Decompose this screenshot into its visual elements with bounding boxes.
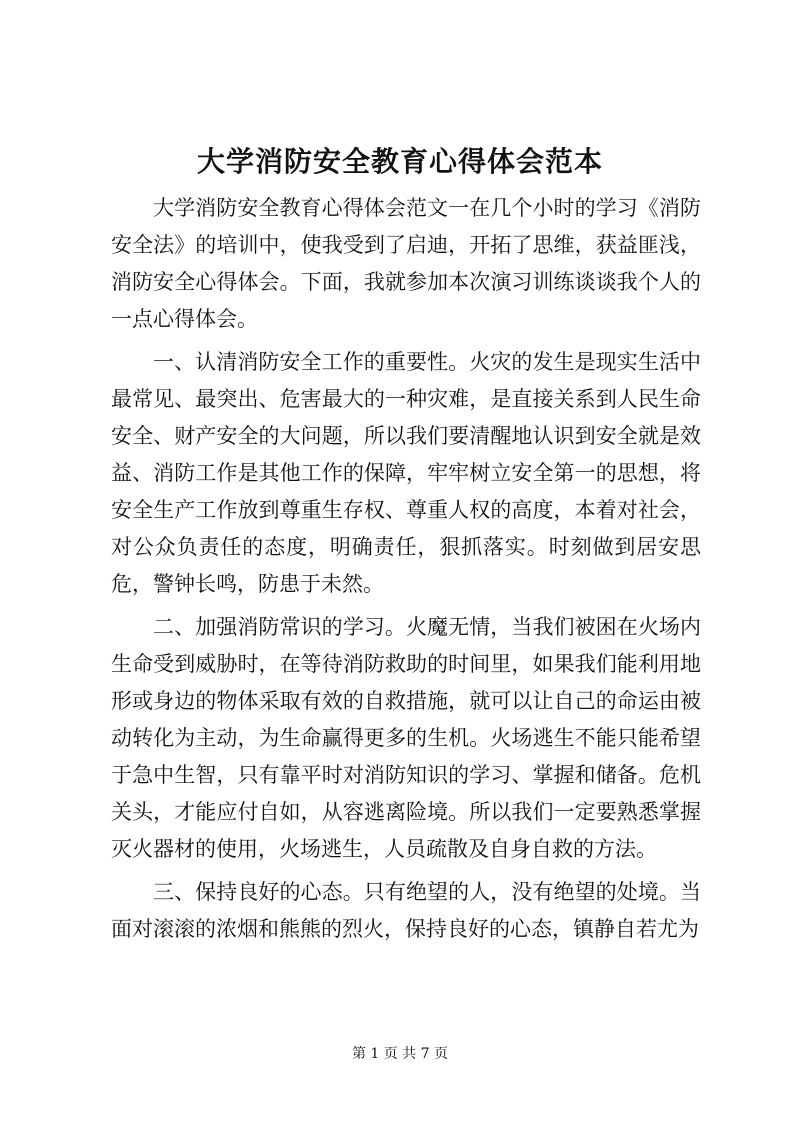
document-body <box>111 190 701 954</box>
paragraph-section-3: 三、保持良好的心态。只有绝望的人，没有绝望的处境。当面对滚滚的浓烟和熊熊的烈火，保持良好的心态，镇静自若尤为 <box>111 880 701 941</box>
paragraph-intro: 大学消防安全教育心得体会范文一在几个小时的学习《消防安全法》的培训中，使我受到了启迪，开拓了思维，获益匪浅，消防安全心得体会。下面，我就参加本次演习训练谈谈我个人的一点心得体会。 <box>111 196 701 331</box>
page-number-footer: 第 1 页 共 7 页 <box>351 1046 449 1062</box>
paragraph-section-1: 一、认清消防安全工作的重要性。火灾的发生是现实生活中最常见、最突出、危害最大的一种灾难，是直接关系到人民生命安全、财产安全的大问题，所以我们要清醒地认识到安全就是效益、消防工作是其他工作的保障，牢牢树立安全第一的思想，将安全生产工作放到尊重生存权、尊重人权的高度，本着对社会，对公众负责任的态度，明确责任，狠抓落实。时刻做到居安思危，警钟长鸣，防患于未然。 <box>111 350 701 596</box>
paragraph-section-2: 二、加强消防常识的学习。火魔无情，当我们被困在火场内生命受到威胁时，在等待消防救助的时间里，如果我们能利用地形或身边的物体采取有效的自救措施，就可以让自己的命运由被动转化为主动，为生命赢得更多的生机。火场逃生不能只能希望于急中生智，只有靠平时对消防知识的学习、掌握和储备。危机关头，才能应付自如，从容逃离险境。所以我们一定要熟悉掌握灭火器材的使用，火场逃生，人员疏散及自身自救的方法。 <box>111 615 701 861</box>
document-title: 大学消防安全教育心得体会范本 <box>196 145 603 178</box>
